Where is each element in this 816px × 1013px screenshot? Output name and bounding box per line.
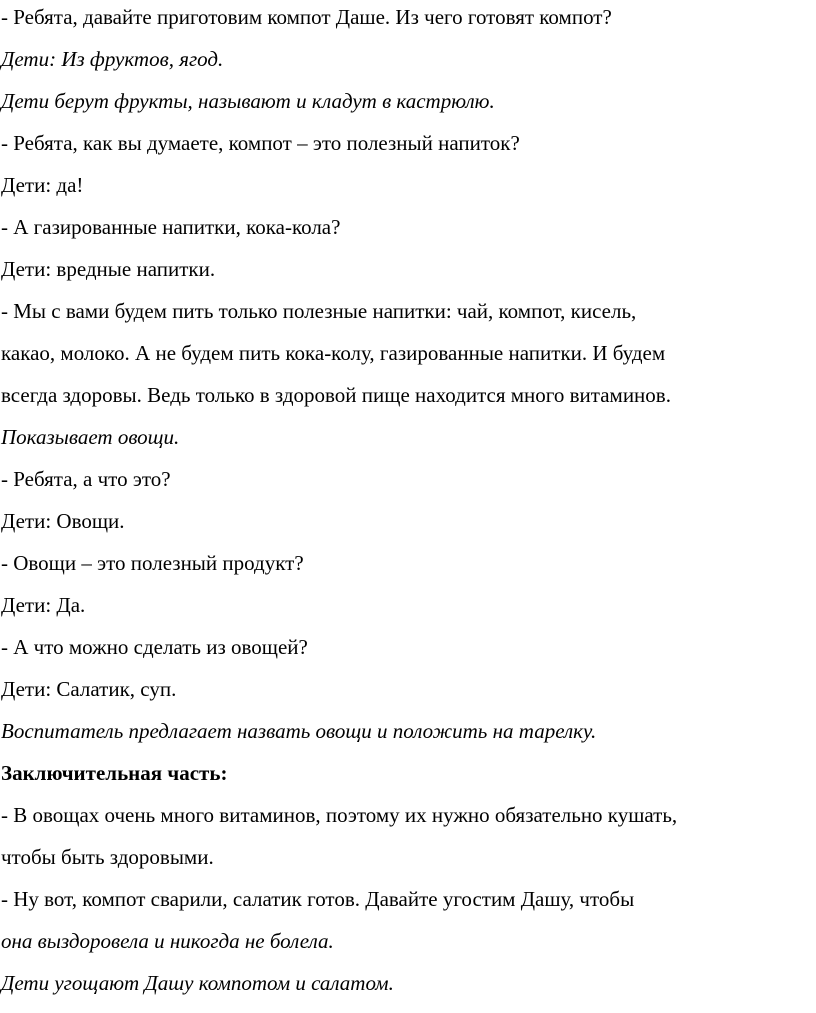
text-line-1: - Ребята, давайте приготовим компот Даше. Из чего готовят компот?: [1, 5, 612, 29]
text-line-24: Дети угощают Дашу компотом и салатом.: [1, 971, 394, 995]
text-line-17: Дети: Салатик, суп.: [1, 677, 177, 701]
text-line-20: - В овощах очень много витаминов, поэтому их нужно обязательно кушать,: [1, 803, 678, 827]
text-line-14: - Овощи – это полезный продукт?: [1, 551, 304, 575]
text-line-8: - Мы с вами будем пить только полезные напитки: чай, компот, кисель,: [1, 299, 637, 323]
text-line-11: Показывает овощи.: [1, 425, 180, 449]
text-line-21: чтобы быть здоровыми.: [1, 845, 214, 869]
text-line-12: - Ребята, а что это?: [1, 467, 171, 491]
text-line-4: - Ребята, как вы думаете, компот – это полезный напиток?: [1, 131, 520, 155]
text-line-22: - Ну вот, компот сварили, салатик готов. Давайте угостим Дашу, чтобы: [1, 887, 635, 911]
text-line-16: - А что можно сделать из овощей?: [1, 635, 308, 659]
text-line-6: - А газированные напитки, кока-кола?: [1, 215, 341, 239]
text-line-18: Воспитатель предлагает назвать овощи и положить на тарелку.: [1, 719, 597, 743]
text-line-15: Дети: Да.: [1, 593, 86, 617]
section-heading: Заключительная часть:: [1, 761, 228, 785]
text-line-3: Дети берут фрукты, называют и кладут в кастрюлю.: [1, 89, 495, 113]
text-line-5: Дети: да!: [1, 173, 84, 197]
text-line-2: Дети: Из фруктов, ягод.: [1, 47, 224, 71]
text-line-9: какао, молоко. А не будем пить кока-колу, газированные напитки. И будем: [1, 341, 666, 365]
text-line-10: всегда здоровы. Ведь только в здоровой пище находится много витаминов.: [1, 383, 671, 407]
text-line-23: она выздоровела и никогда не болела.: [1, 929, 334, 953]
text-line-7: Дети: вредные напитки.: [1, 257, 216, 281]
text-line-13: Дети: Овощи.: [1, 509, 125, 533]
